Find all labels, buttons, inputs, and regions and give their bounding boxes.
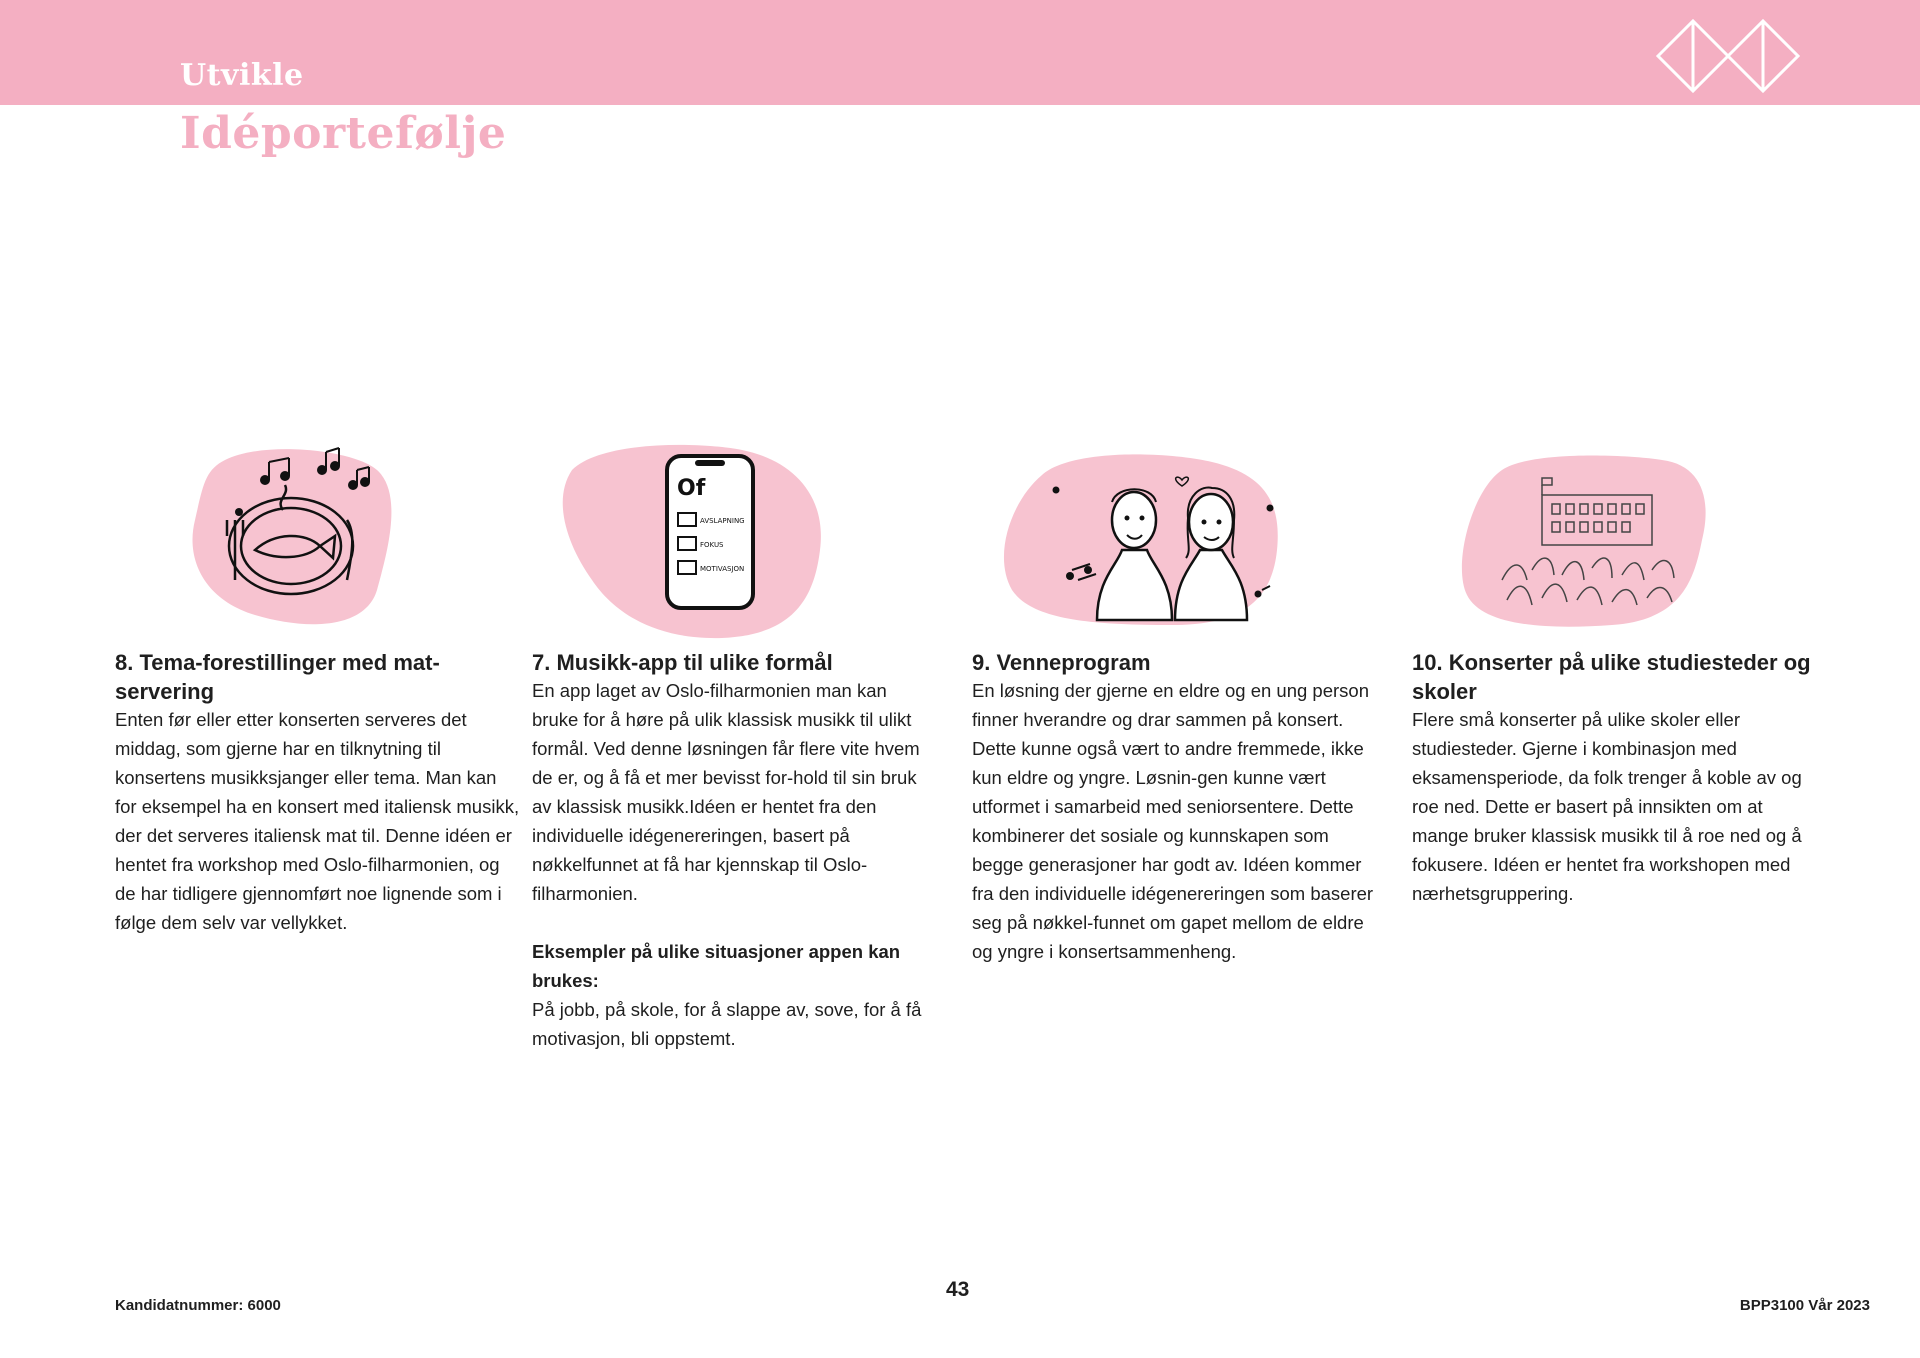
phone-item-2: FOKUS [700, 541, 724, 549]
card-body-text: En app laget av Oslo-filharmonien man kan bruke for å høre på ulik klassisk musikk til ulikt formål. Ved denne løsningen får flere vite hvem de er, og å få et mer bevisst for-hold til sin bruk av klassisk musikk.Idéen er hentet fra den individuelle idégenereringen, basert på nøkkelfunnet at få har kjennskap til Oslo-filharmonien. [532, 680, 920, 904]
card-title: 9. Venneprogram [972, 650, 1151, 675]
school-concert-crowd-icon [1412, 440, 1812, 640]
phone-item-3: MOTIVASJON [700, 565, 745, 573]
page-title: Idéportefølje [180, 108, 507, 159]
two-friends-icon [972, 440, 1372, 640]
illustration [972, 440, 1372, 640]
card-body [972, 676, 1377, 966]
phone-logo: Of [677, 476, 706, 501]
card-body [1412, 705, 1817, 908]
candidate-number: Kandidatnummer: 6000 [115, 1297, 281, 1314]
illustration [532, 440, 932, 640]
page-number: 43 [946, 1278, 970, 1301]
card-body-text: Flere små konserter på ulike skoler eller studiesteder. Gjerne i kombinasjon med eksamensperiode, da folk trenger å koble av og roe ned. Dette er basert på innsikten om at mange bruker klassisk musikk til å roe ned og å fokusere. Idéen er hentet fra workshopen med nærhetsgruppering. [1412, 709, 1802, 904]
idea-card-8 [115, 440, 520, 933]
card-title: 8. Tema-forestillinger med mat-servering [115, 650, 440, 704]
phone-item-1: AVSLAPNING [700, 517, 745, 525]
card-title: 7. Musikk-app til ulike formål [532, 650, 833, 675]
double-diamond-logo-icon [1656, 18, 1802, 94]
phone-app-icon [532, 440, 932, 640]
card-body-text: En løsning der gjerne en eldre og en ung person finner hverandre og drar sammen på konsert. Dette kunne også vært to andre fremmede, ikke kun eldre og yngre. Løsnin-gen kunne vært utformet i samarbeid med seniorsentere. Dette kombinerer det sosiale og kunnskapen som begge generasjoner har godt av. Idéen kommer fra den individuelle idégenereringen som baserer seg på nøkkel-funnet om gapet mellom de eldre og yngre i konsertsammenheng. [972, 680, 1374, 962]
course-code: BPP3100 Vår 2023 [1739, 1297, 1870, 1314]
card-body [115, 705, 520, 937]
section-label: Utvikle [180, 58, 304, 93]
card-body [532, 676, 937, 1053]
plate-with-fish-and-music-notes-icon [115, 440, 515, 640]
card-subheading: Eksempler på ulike situasjoner appen kan brukes: [532, 941, 901, 991]
idea-card-9 [972, 440, 1374, 962]
card-title: 10. Konserter på ulike studiesteder og skoler [1412, 650, 1811, 704]
idea-card-10 [1412, 440, 1812, 904]
card-body-text: Enten før eller etter konserten serveres det middag, som gjerne har en tilknytning til konsertens musikksjanger eller tema. Man kan for eksempel ha en konsert med italiensk musikk, der det serveres italiensk mat til. Denne idéen er hentet fra workshop med Oslo-filharmonien, og de har tidligere gjennomført noe lignende som i følge dem selv var vellykket. [115, 709, 520, 933]
illustration [115, 440, 515, 640]
illustration [1412, 440, 1812, 640]
idea-card-7 [532, 440, 932, 1049]
card-subbody: På jobb, på skole, for å slappe av, sove, for å få motivasjon, bli oppstemt. [532, 999, 922, 1049]
